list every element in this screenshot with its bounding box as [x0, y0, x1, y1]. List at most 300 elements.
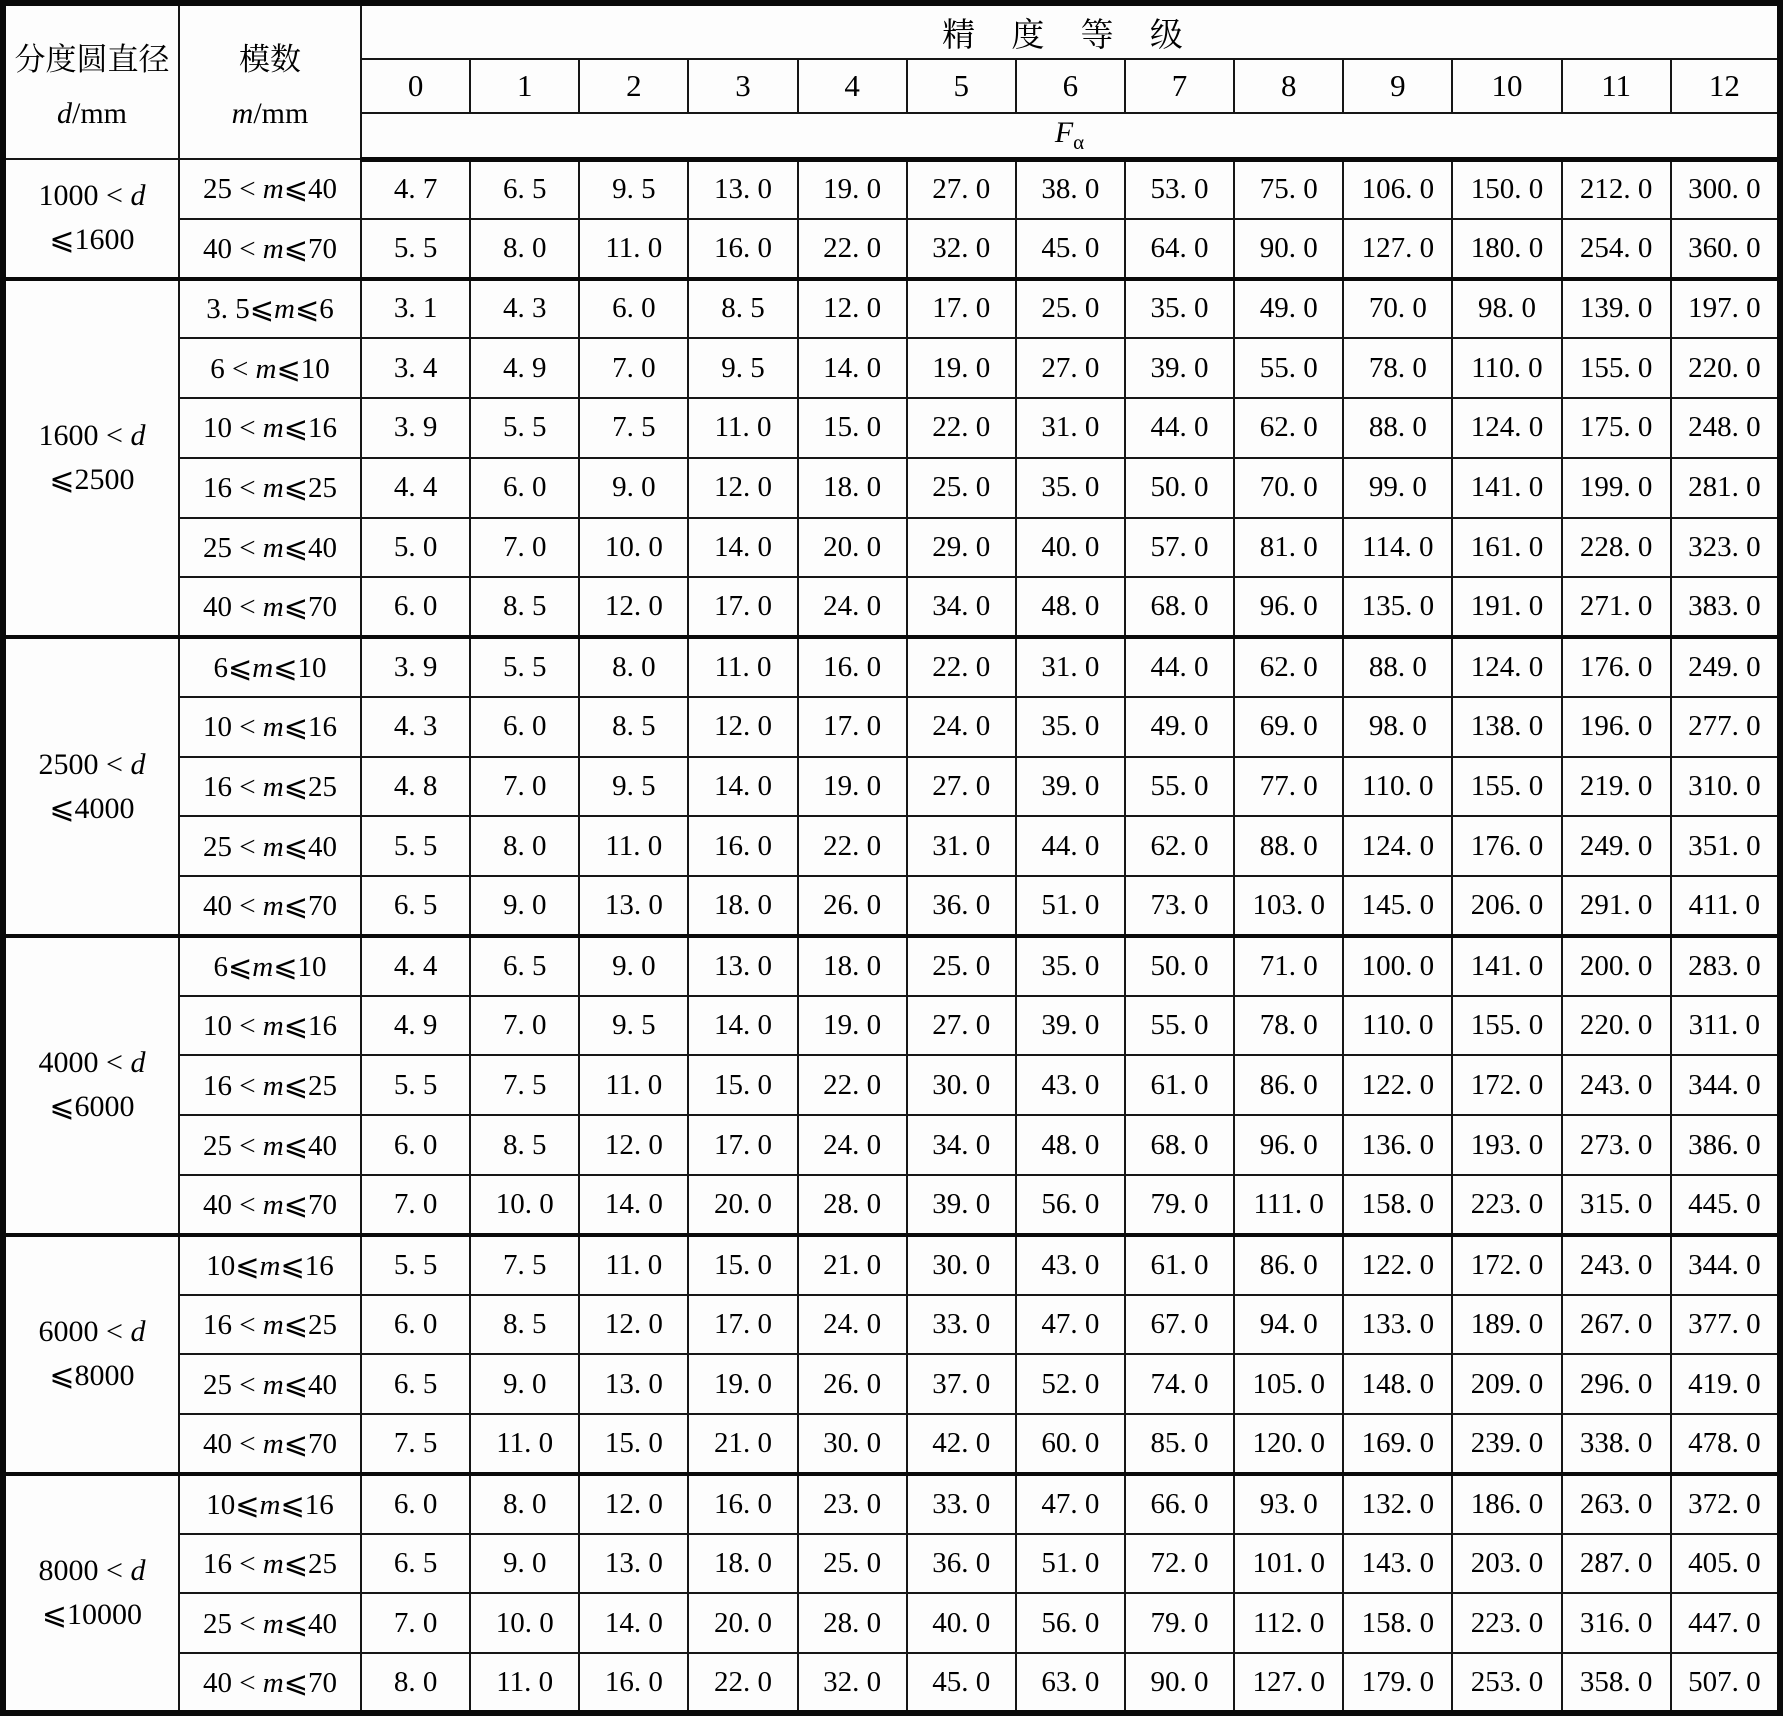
fa-value-cell: 6. 0: [470, 697, 579, 757]
module-range-cell: 25 < m⩽40: [179, 159, 361, 219]
fa-value-cell: 5. 5: [470, 637, 579, 697]
module-range-cell: 16 < m⩽25: [179, 458, 361, 518]
fa-value-cell: 4. 3: [470, 279, 579, 339]
fa-value-cell: 180. 0: [1452, 219, 1561, 279]
fa-value-cell: 51. 0: [1016, 1534, 1125, 1594]
fa-value-cell: 23. 0: [798, 1474, 907, 1534]
fa-value-cell: 20. 0: [798, 518, 907, 578]
fa-value-cell: 90. 0: [1125, 1653, 1234, 1713]
fa-value-cell: 138. 0: [1452, 697, 1561, 757]
fa-value-cell: 110. 0: [1452, 338, 1561, 398]
diameter-header-unit: d/mm: [56, 96, 127, 130]
fa-value-cell: 209. 0: [1452, 1354, 1561, 1414]
fa-value-cell: 111. 0: [1234, 1175, 1343, 1235]
fa-value-cell: 96. 0: [1234, 1115, 1343, 1175]
module-range-cell: 25 < m⩽40: [179, 816, 361, 876]
table-row: [3, 458, 1780, 518]
fa-value-cell: 48. 0: [1016, 577, 1125, 637]
fa-value-cell: 33. 0: [907, 1295, 1016, 1355]
fa-value-cell: 9. 5: [579, 159, 688, 219]
fa-value-cell: 9. 0: [470, 1354, 579, 1414]
fa-value-cell: 249. 0: [1562, 816, 1671, 876]
fa-value-cell: 55. 0: [1125, 996, 1234, 1056]
fa-value-cell: 239. 0: [1452, 1414, 1561, 1474]
fa-value-cell: 11. 0: [688, 637, 797, 697]
fa-value-cell: 105. 0: [1234, 1354, 1343, 1414]
grade-header-cell: 0: [361, 59, 470, 113]
fa-value-cell: 122. 0: [1343, 1235, 1452, 1295]
fa-value-cell: 9. 0: [470, 1534, 579, 1594]
module-range-cell: 6⩽m⩽10: [179, 936, 361, 996]
fa-value-cell: 55. 0: [1125, 757, 1234, 817]
fa-value-cell: 133. 0: [1343, 1295, 1452, 1355]
accuracy-grade-header: 精 度 等 级: [361, 3, 1780, 59]
fa-value-cell: 193. 0: [1452, 1115, 1561, 1175]
fa-value-cell: 67. 0: [1125, 1295, 1234, 1355]
fa-value-cell: 203. 0: [1452, 1534, 1561, 1594]
fa-value-cell: 16. 0: [688, 816, 797, 876]
fa-value-cell: 45. 0: [907, 1653, 1016, 1713]
fa-value-cell: 77. 0: [1234, 757, 1343, 817]
fa-value-cell: 300. 0: [1671, 159, 1780, 219]
fa-value-cell: 120. 0: [1234, 1414, 1343, 1474]
fa-value-cell: 30. 0: [798, 1414, 907, 1474]
module-range-cell: 3. 5⩽m⩽6: [179, 279, 361, 339]
fa-value-cell: 4. 4: [361, 936, 470, 996]
diameter-header-title: 分度圆直径: [14, 41, 170, 77]
fa-value-cell: 14. 0: [579, 1175, 688, 1235]
fa-value-cell: 310. 0: [1671, 757, 1780, 817]
fa-value-cell: 223. 0: [1452, 1593, 1561, 1653]
fa-value-cell: 19. 0: [688, 1354, 797, 1414]
fa-value-cell: 12. 0: [688, 697, 797, 757]
fa-value-cell: 62. 0: [1234, 637, 1343, 697]
fa-value-cell: 4. 3: [361, 697, 470, 757]
fa-value-cell: 49. 0: [1234, 279, 1343, 339]
fa-value-cell: 36. 0: [907, 876, 1016, 936]
fa-value-cell: 22. 0: [798, 219, 907, 279]
fa-value-cell: 4. 9: [361, 996, 470, 1056]
fa-value-cell: 228. 0: [1562, 518, 1671, 578]
fa-value-cell: 5. 0: [361, 518, 470, 578]
diameter-range-line2: ⩽1600: [49, 223, 135, 257]
fa-value-cell: 101. 0: [1234, 1534, 1343, 1594]
fa-value-cell: 42. 0: [907, 1414, 1016, 1474]
table-row: [3, 697, 1780, 757]
fa-value-cell: 135. 0: [1343, 577, 1452, 637]
fa-value-cell: 79. 0: [1125, 1593, 1234, 1653]
fa-value-cell: 8. 0: [470, 219, 579, 279]
fa-value-cell: 24. 0: [907, 697, 1016, 757]
module-range-cell: 6⩽m⩽10: [179, 637, 361, 697]
module-range-cell: 25 < m⩽40: [179, 518, 361, 578]
fa-value-cell: 14. 0: [798, 338, 907, 398]
fa-value-cell: 26. 0: [798, 876, 907, 936]
module-range-cell: 10 < m⩽16: [179, 398, 361, 458]
fa-value-cell: 53. 0: [1125, 159, 1234, 219]
table-row: [3, 338, 1780, 398]
fa-value-cell: 28. 0: [798, 1593, 907, 1653]
module-range-cell: 25 < m⩽40: [179, 1354, 361, 1414]
fa-value-cell: 86. 0: [1234, 1055, 1343, 1115]
fa-value-cell: 24. 0: [798, 1295, 907, 1355]
fa-value-cell: 141. 0: [1452, 458, 1561, 518]
diameter-range-cell: [3, 637, 179, 936]
fa-value-cell: 16. 0: [579, 1653, 688, 1713]
fa-value-cell: 25. 0: [907, 936, 1016, 996]
fa-value-cell: 93. 0: [1234, 1474, 1343, 1534]
fa-value-cell: 25. 0: [1016, 279, 1125, 339]
fa-value-cell: 4. 7: [361, 159, 470, 219]
fa-value-cell: 277. 0: [1671, 697, 1780, 757]
fa-value-cell: 6. 5: [361, 876, 470, 936]
module-range-cell: 6 < m⩽10: [179, 338, 361, 398]
fa-value-cell: 191. 0: [1452, 577, 1561, 637]
module-range-cell: 16 < m⩽25: [179, 1534, 361, 1594]
diameter-range-line2: ⩽2500: [49, 462, 135, 496]
fa-value-cell: 14. 0: [688, 518, 797, 578]
fa-value-cell: 44. 0: [1125, 398, 1234, 458]
fa-value-cell: 248. 0: [1671, 398, 1780, 458]
fa-value-cell: 283. 0: [1671, 936, 1780, 996]
fa-value-cell: 344. 0: [1671, 1235, 1780, 1295]
fa-value-cell: 5. 5: [470, 398, 579, 458]
fa-value-cell: 7. 0: [361, 1175, 470, 1235]
fa-value-cell: 3. 4: [361, 338, 470, 398]
table-row: [3, 1055, 1780, 1115]
fa-value-cell: 56. 0: [1016, 1593, 1125, 1653]
module-range-cell: 40 < m⩽70: [179, 577, 361, 637]
module-range-cell: 10⩽m⩽16: [179, 1235, 361, 1295]
fa-value-cell: 176. 0: [1562, 637, 1671, 697]
fa-value-cell: 16. 0: [688, 219, 797, 279]
fa-value-cell: 47. 0: [1016, 1474, 1125, 1534]
fa-value-cell: 122. 0: [1343, 1055, 1452, 1115]
fa-value-cell: 85. 0: [1125, 1414, 1234, 1474]
fa-value-cell: 22. 0: [907, 637, 1016, 697]
fa-value-cell: 6. 0: [579, 279, 688, 339]
module-range-cell: 40 < m⩽70: [179, 1414, 361, 1474]
fa-value-cell: 8. 5: [688, 279, 797, 339]
fa-value-cell: 17. 0: [907, 279, 1016, 339]
fa-value-cell: 13. 0: [579, 876, 688, 936]
fa-value-cell: 383. 0: [1671, 577, 1780, 637]
fa-value-cell: 21. 0: [798, 1235, 907, 1295]
diameter-range-cell: [3, 1474, 179, 1713]
module-header-unit: m/mm: [231, 96, 309, 130]
diameter-range-line1: 2500 < d: [38, 747, 146, 781]
diameter-range-line1: 4000 < d: [38, 1046, 146, 1080]
fa-value-cell: 12. 0: [798, 279, 907, 339]
fa-value-cell: 127. 0: [1234, 1653, 1343, 1713]
diameter-range-cell: [3, 279, 179, 638]
fa-value-cell: 44. 0: [1016, 816, 1125, 876]
table-row: [3, 1235, 1780, 1295]
fa-value-cell: 90. 0: [1234, 219, 1343, 279]
fa-value-cell: 14. 0: [688, 996, 797, 1056]
grade-header-cell: 9: [1343, 59, 1452, 113]
diameter-range-cell: [3, 1235, 179, 1474]
fa-value-cell: 17. 0: [688, 577, 797, 637]
fa-value-cell: 196. 0: [1562, 697, 1671, 757]
fa-value-cell: 6. 5: [361, 1534, 470, 1594]
fa-value-cell: 27. 0: [1016, 338, 1125, 398]
fa-value-cell: 155. 0: [1452, 757, 1561, 817]
fa-value-cell: 143. 0: [1343, 1534, 1452, 1594]
fa-value-cell: 148. 0: [1343, 1354, 1452, 1414]
fa-value-cell: 9. 5: [579, 996, 688, 1056]
fa-value-cell: 124. 0: [1343, 816, 1452, 876]
diameter-range-cell: [3, 159, 179, 279]
fa-value-cell: 243. 0: [1562, 1235, 1671, 1295]
fa-value-cell: 197. 0: [1671, 279, 1780, 339]
grade-header-cell: 2: [579, 59, 688, 113]
fa-value-cell: 50. 0: [1125, 458, 1234, 518]
fa-value-cell: 79. 0: [1125, 1175, 1234, 1235]
fa-value-cell: 43. 0: [1016, 1235, 1125, 1295]
fa-value-cell: 19. 0: [798, 996, 907, 1056]
fa-value-cell: 52. 0: [1016, 1354, 1125, 1414]
fa-value-cell: 71. 0: [1234, 936, 1343, 996]
fa-value-cell: 176. 0: [1452, 816, 1561, 876]
diameter-range-line1: 6000 < d: [38, 1315, 146, 1349]
table-row: [3, 816, 1780, 876]
grade-header-cell: 4: [798, 59, 907, 113]
fa-value-cell: 99. 0: [1343, 458, 1452, 518]
fa-value-cell: 11. 0: [579, 219, 688, 279]
fa-value-cell: 112. 0: [1234, 1593, 1343, 1653]
fa-value-cell: 56. 0: [1016, 1175, 1125, 1235]
fa-value-cell: 69. 0: [1234, 697, 1343, 757]
fa-value-cell: 219. 0: [1562, 757, 1671, 817]
fa-value-cell: 27. 0: [907, 159, 1016, 219]
fa-value-cell: 6. 0: [361, 1295, 470, 1355]
fa-value-cell: 39. 0: [1125, 338, 1234, 398]
fa-value-cell: 271. 0: [1562, 577, 1671, 637]
fa-value-cell: 15. 0: [688, 1055, 797, 1115]
fa-value-cell: 14. 0: [579, 1593, 688, 1653]
fa-subscript: α: [1073, 129, 1085, 154]
fa-value-cell: 22. 0: [907, 398, 1016, 458]
fa-value-cell: 15. 0: [798, 398, 907, 458]
fa-value-cell: 263. 0: [1562, 1474, 1671, 1534]
fa-value-cell: 18. 0: [798, 936, 907, 996]
fa-value-cell: 11. 0: [688, 398, 797, 458]
fa-value-cell: 4. 9: [470, 338, 579, 398]
fa-value-cell: 8. 5: [470, 1295, 579, 1355]
fa-value-cell: 15. 0: [579, 1414, 688, 1474]
fa-value-cell: 24. 0: [798, 577, 907, 637]
fa-value-cell: 13. 0: [688, 936, 797, 996]
fa-value-cell: 22. 0: [688, 1653, 797, 1713]
fa-value-cell: 17. 0: [688, 1115, 797, 1175]
module-range-cell: 10 < m⩽16: [179, 697, 361, 757]
fa-value-cell: 11. 0: [470, 1653, 579, 1713]
fa-value-cell: 86. 0: [1234, 1235, 1343, 1295]
fa-value-cell: 11. 0: [579, 1055, 688, 1115]
fa-value-cell: 68. 0: [1125, 1115, 1234, 1175]
fa-value-cell: 40. 0: [1016, 518, 1125, 578]
fa-value-cell: 70. 0: [1343, 279, 1452, 339]
fa-value-cell: 377. 0: [1671, 1295, 1780, 1355]
fa-value-cell: 20. 0: [688, 1593, 797, 1653]
fa-value-cell: 63. 0: [1016, 1653, 1125, 1713]
fa-value-cell: 419. 0: [1671, 1354, 1780, 1414]
fa-value-cell: 7. 0: [361, 1593, 470, 1653]
diameter-column-header: [3, 3, 179, 159]
fa-value-cell: 62. 0: [1125, 816, 1234, 876]
fa-value-cell: 179. 0: [1343, 1653, 1452, 1713]
fa-value-cell: 17. 0: [688, 1295, 797, 1355]
table-row: [3, 1593, 1780, 1653]
fa-value-cell: 249. 0: [1671, 637, 1780, 697]
fa-value-cell: 6. 5: [470, 936, 579, 996]
fa-value-cell: 169. 0: [1343, 1414, 1452, 1474]
fa-value-cell: 7. 5: [470, 1055, 579, 1115]
fa-value-cell: 39. 0: [1016, 996, 1125, 1056]
fa-value-cell: 61. 0: [1125, 1055, 1234, 1115]
fa-value-cell: 172. 0: [1452, 1235, 1561, 1295]
fa-value-cell: 18. 0: [798, 458, 907, 518]
fa-value-cell: 206. 0: [1452, 876, 1561, 936]
fa-value-cell: 38. 0: [1016, 159, 1125, 219]
fa-value-cell: 7. 0: [579, 338, 688, 398]
fa-value-cell: 24. 0: [798, 1115, 907, 1175]
grade-header-cell: 11: [1562, 59, 1671, 113]
fa-value-cell: 16. 0: [798, 637, 907, 697]
fa-value-cell: 35. 0: [1016, 458, 1125, 518]
fa-value-cell: 12. 0: [579, 1115, 688, 1175]
fa-value-cell: 478. 0: [1671, 1414, 1780, 1474]
fa-value-cell: 3. 1: [361, 279, 470, 339]
fa-value-cell: 32. 0: [798, 1653, 907, 1713]
fa-value-cell: 66. 0: [1125, 1474, 1234, 1534]
fa-symbol-header: [361, 113, 1780, 159]
fa-value-cell: 223. 0: [1452, 1175, 1561, 1235]
fa-value-cell: 212. 0: [1562, 159, 1671, 219]
fa-value-cell: 172. 0: [1452, 1055, 1561, 1115]
fa-value-cell: 44. 0: [1125, 637, 1234, 697]
fa-value-cell: 30. 0: [907, 1055, 1016, 1115]
fa-value-cell: 281. 0: [1671, 458, 1780, 518]
fa-value-cell: 57. 0: [1125, 518, 1234, 578]
table-row: [3, 1175, 1780, 1235]
fa-value-cell: 43. 0: [1016, 1055, 1125, 1115]
table-row: [3, 1354, 1780, 1414]
fa-value-cell: 114. 0: [1343, 518, 1452, 578]
table-row: [3, 936, 1780, 996]
fa-value-cell: 88. 0: [1343, 637, 1452, 697]
fa-value-cell: 9. 0: [470, 876, 579, 936]
diameter-range-line1: 8000 < d: [38, 1553, 146, 1587]
fa-value-cell: 78. 0: [1343, 338, 1452, 398]
fa-value-cell: 19. 0: [907, 338, 1016, 398]
fa-value-cell: 100. 0: [1343, 936, 1452, 996]
fa-value-cell: 47. 0: [1016, 1295, 1125, 1355]
fa-value-cell: 28. 0: [798, 1175, 907, 1235]
fa-value-cell: 39. 0: [1016, 757, 1125, 817]
fa-value-cell: 39. 0: [907, 1175, 1016, 1235]
table-row: [3, 1295, 1780, 1355]
fa-value-cell: 81. 0: [1234, 518, 1343, 578]
fa-value-cell: 21. 0: [688, 1414, 797, 1474]
fa-value-cell: 273. 0: [1562, 1115, 1671, 1175]
table-row: [3, 398, 1780, 458]
fa-value-cell: 7. 5: [470, 1235, 579, 1295]
fa-value-cell: 186. 0: [1452, 1474, 1561, 1534]
fa-value-cell: 31. 0: [907, 816, 1016, 876]
fa-value-cell: 27. 0: [907, 757, 1016, 817]
table-row: [3, 219, 1780, 279]
fa-value-cell: 49. 0: [1125, 697, 1234, 757]
fa-value-cell: 8. 0: [579, 637, 688, 697]
fa-value-cell: 267. 0: [1562, 1295, 1671, 1355]
fa-value-cell: 3. 9: [361, 637, 470, 697]
fa-value-cell: 106. 0: [1343, 159, 1452, 219]
table-row: [3, 279, 1780, 339]
fa-value-cell: 48. 0: [1016, 1115, 1125, 1175]
fa-value-cell: 316. 0: [1562, 1593, 1671, 1653]
fa-value-cell: 4. 4: [361, 458, 470, 518]
fa-value-cell: 26. 0: [798, 1354, 907, 1414]
module-range-cell: 25 < m⩽40: [179, 1115, 361, 1175]
fa-value-cell: 315. 0: [1562, 1175, 1671, 1235]
fa-value-cell: 6. 0: [361, 577, 470, 637]
fa-value-cell: 10. 0: [579, 518, 688, 578]
diameter-range-line2: ⩽10000: [41, 1597, 143, 1631]
fa-value-cell: 20. 0: [688, 1175, 797, 1235]
fa-value-cell: 88. 0: [1234, 816, 1343, 876]
grade-header-cell: 1: [470, 59, 579, 113]
fa-value-cell: 296. 0: [1562, 1354, 1671, 1414]
fa-value-cell: 386. 0: [1671, 1115, 1780, 1175]
fa-value-cell: 19. 0: [798, 757, 907, 817]
table-row: [3, 1414, 1780, 1474]
fa-value-cell: 5. 5: [361, 219, 470, 279]
module-header-title: 模数: [239, 41, 301, 77]
fa-value-cell: 9. 5: [688, 338, 797, 398]
fa-value-cell: 96. 0: [1234, 577, 1343, 637]
fa-value-cell: 338. 0: [1562, 1414, 1671, 1474]
fa-value-cell: 11. 0: [470, 1414, 579, 1474]
fa-value-cell: 12. 0: [579, 577, 688, 637]
diameter-range-line1: 1000 < d: [38, 179, 146, 213]
module-range-cell: 40 < m⩽70: [179, 876, 361, 936]
diameter-range-line2: ⩽8000: [49, 1359, 135, 1393]
fa-value-cell: 8. 5: [579, 697, 688, 757]
table-row: [3, 757, 1780, 817]
fa-symbol: F: [1054, 115, 1074, 149]
module-range-cell: 40 < m⩽70: [179, 1175, 361, 1235]
fa-value-cell: 199. 0: [1562, 458, 1671, 518]
fa-value-cell: 31. 0: [1016, 398, 1125, 458]
table-row: [3, 1115, 1780, 1175]
fa-value-cell: 98. 0: [1452, 279, 1561, 339]
fa-value-cell: 110. 0: [1343, 757, 1452, 817]
grade-header-cell: 3: [688, 59, 797, 113]
fa-value-cell: 360. 0: [1671, 219, 1780, 279]
fa-value-cell: 254. 0: [1562, 219, 1671, 279]
fa-value-cell: 161. 0: [1452, 518, 1561, 578]
fa-value-cell: 37. 0: [907, 1354, 1016, 1414]
fa-value-cell: 287. 0: [1562, 1534, 1671, 1594]
fa-value-cell: 15. 0: [688, 1235, 797, 1295]
fa-value-cell: 88. 0: [1343, 398, 1452, 458]
fa-value-cell: 411. 0: [1671, 876, 1780, 936]
fa-value-cell: 16. 0: [688, 1474, 797, 1534]
fa-value-cell: 8. 0: [470, 816, 579, 876]
fa-value-cell: 35. 0: [1016, 936, 1125, 996]
